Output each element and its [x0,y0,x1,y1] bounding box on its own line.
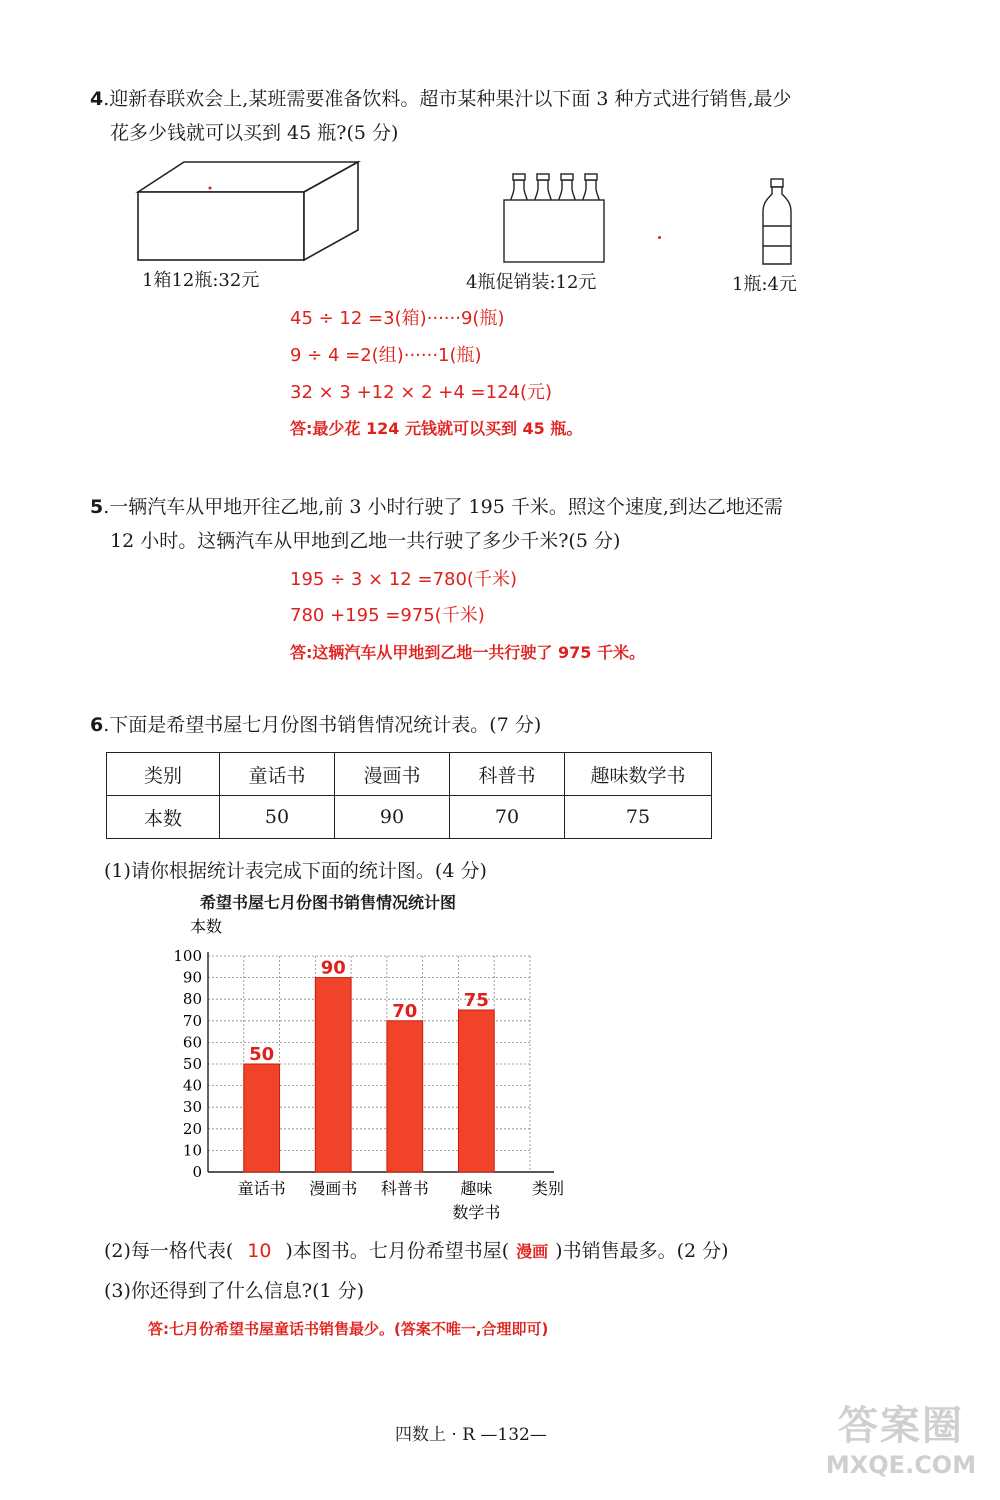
watermark [812,1402,990,1480]
caption-bottle: 1瓶:4元 [732,274,797,295]
q5-text-line2: 12 小时。这辆汽车从甲地到乙地一共行驶了多少千米?(5 分) [110,530,621,552]
q6-sub2-prefix: (2)每一格代表( [104,1240,234,1262]
data-label: 50 [249,1044,275,1065]
q5-text [90,490,970,558]
q6-sub3: (3)你还得到了什么信息?(1 分) [104,1280,365,1302]
y-tick-label: 40 [182,1076,202,1095]
data-label: 90 [320,957,346,979]
q6-number: 6 [90,714,104,736]
x-tick-label: 趣味 [460,1179,493,1198]
x-axis-label: 类别 [532,1179,565,1198]
box-icon [132,158,364,264]
q5-answer: 答:这辆汽车从甲地到乙地一共行驶了 975 千米。 [290,643,645,662]
stray-mark [658,236,661,239]
q4-number: 4 [90,88,104,110]
x-tick-label: 漫画书 [309,1179,358,1198]
blank-answer-most: 漫画 [516,1242,549,1261]
caption-pack: 4瓶促销装:12元 [466,272,597,293]
watermark-line2: MXQE.COM [825,1451,977,1479]
watermark-line1: 答案圈 [838,1403,964,1449]
caption-box: 1箱12瓶:32元 [142,270,260,291]
blank-answer-per-cell: 10 [247,1240,272,1262]
y-tick-label: 10 [182,1141,202,1160]
bar-chart [150,910,570,1230]
y-tick-label: 90 [182,968,202,987]
q4-solution-line2: 9 ÷ 4 =2(组)······1(瓶) [290,345,482,366]
q6-sub2 [104,1236,729,1263]
table-cell: 75 [565,796,712,839]
q5-text-line1: .一辆汽车从甲地开往乙地,前 3 小时行驶了 195 千米。照这个速度,到达乙地还需 [103,496,783,518]
data-label: 70 [392,1000,418,1022]
bar [244,1064,280,1172]
q4-solution-line3: 32 × 3 +12 × 2 +4 =124(元) [290,382,553,403]
q4-text-line1: .迎新春联欢会上,某班需要准备饮料。超市某种果汁以下面 3 种方式进行销售,最少 [103,88,792,110]
y-tick-label: 30 [182,1098,202,1117]
table-cell: 90 [335,796,450,839]
bar [387,1021,423,1172]
q6-sub3-answer: 答:七月份希望书屋童话书销售最少。(答案不唯一,合理即可) [148,1320,549,1338]
table-cell: 趣味数学书 [565,753,712,796]
page-footer: 四数上 · R —132— [395,1425,547,1445]
table-cell: 童话书 [220,753,335,796]
q4-text-line2: 花多少钱就可以买到 45 瓶?(5 分) [110,122,399,144]
table-row [107,753,712,796]
table-row [107,796,712,839]
chart-title: 希望书屋七月份图书销售情况统计图 [200,893,457,912]
q6-sub1: (1)请你根据统计表完成下面的统计图。(4 分) [104,860,487,882]
y-tick-label: 0 [192,1163,202,1181]
data-label: 75 [463,990,489,1011]
y-tick-label: 20 [182,1119,202,1138]
y-tick-label: 60 [182,1033,202,1052]
table-cell: 本数 [107,796,220,839]
q6-sub2-mid: )本图书。七月份希望书屋( [285,1240,510,1262]
table-cell: 70 [450,796,565,839]
y-tick-label: 100 [173,947,202,965]
x-tick-label: 数学书 [452,1203,501,1222]
y-tick-label: 70 [182,1011,202,1030]
q5-number: 5 [90,496,104,518]
q5-solution-line2: 780 +195 =975(千米) [290,605,485,626]
y-axis-label: 本数 [190,917,223,936]
q5-solution-line1: 195 ÷ 3 × 12 =780(千米) [290,569,517,590]
table-cell: 类别 [107,753,220,796]
y-tick-label: 50 [182,1055,202,1073]
four-bottle-pack-icon [500,170,606,266]
x-tick-label: 科普书 [380,1179,429,1198]
q6-sub2-suffix: )书销售最多。(2 分) [555,1240,729,1262]
table-cell: 漫画书 [335,753,450,796]
x-tick-label: 童话书 [237,1179,286,1198]
q4-answer: 答:最少花 124 元钱就可以买到 45 瓶。 [290,419,583,438]
q6-text-line: .下面是希望书屋七月份图书销售情况统计表。(7 分) [103,714,542,736]
table-cell: 科普书 [450,753,565,796]
bar [315,978,351,1172]
table-cell: 50 [220,796,335,839]
y-tick-label: 80 [182,990,202,1009]
q4-solution-line1: 45 ÷ 12 =3(箱)······9(瓶) [290,308,505,329]
bar [458,1010,494,1172]
q4-text [90,82,960,150]
stat-table [106,752,712,839]
bottle-icon [760,176,794,268]
q6-text [90,708,541,742]
